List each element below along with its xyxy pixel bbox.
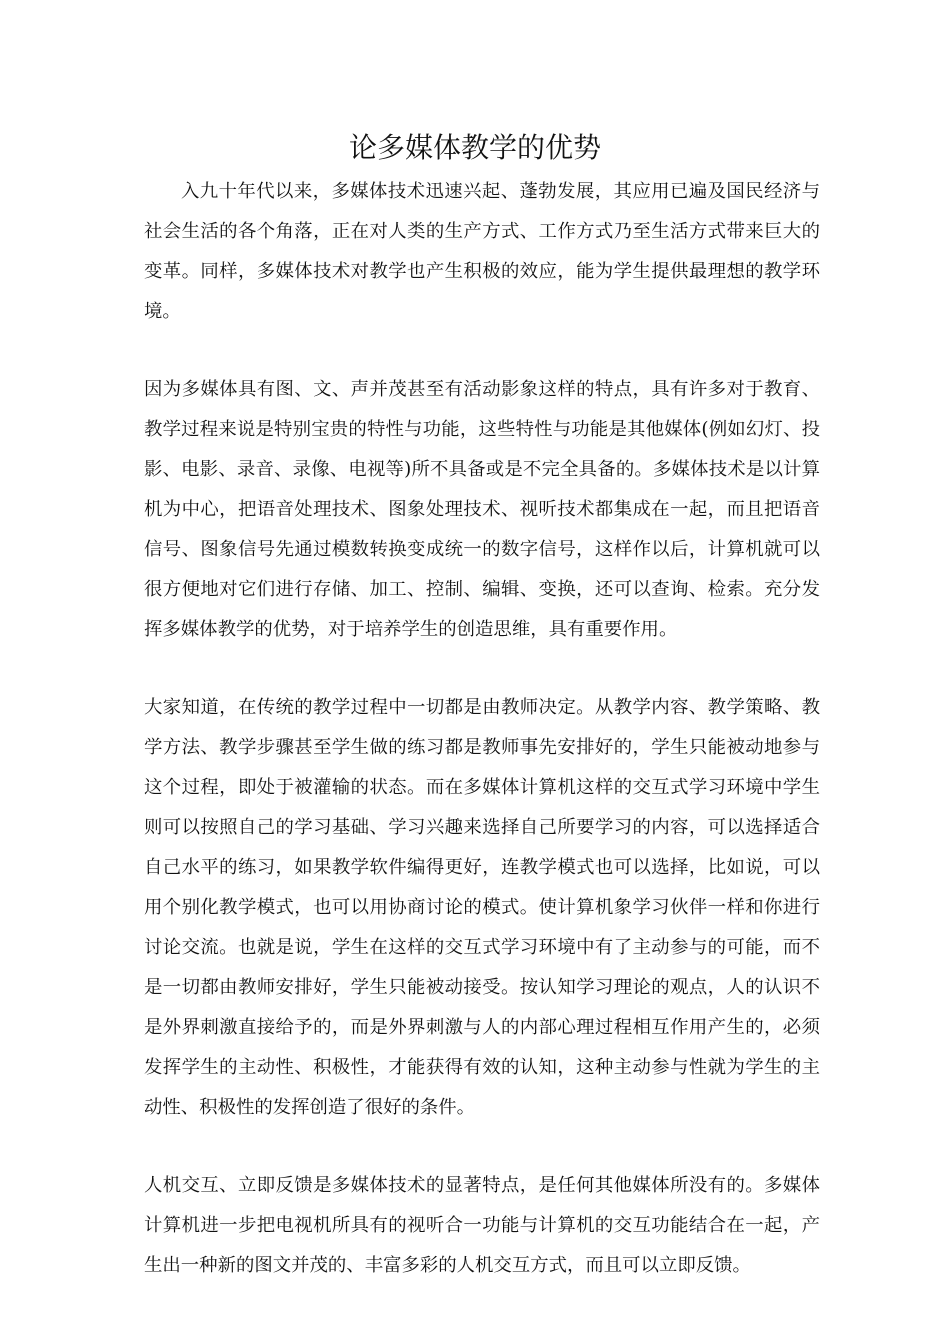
paragraph-intro: 入九十年代以来，多媒体技术迅速兴起、蓬勃发展，其应用已遍及国民经济与社会生活的各个角落，正在对人类的生产方式、工作方式乃至生活方式带来巨大的变革。同样，多媒体技术对教学也产生积极的效应，能为学生提供最理想的教学环境。 bbox=[144, 181, 820, 322]
paragraph-gap bbox=[144, 1128, 820, 1166]
paragraph-gap bbox=[144, 332, 820, 370]
paragraph-human-computer-interaction: 人机交互、立即反馈是多媒体技术的显著特点，是任何其他媒体所没有的。多媒体计算机进一步把电视机所具有的视听合一功能与计算机的交互功能结合在一起，产生出一种新的图文并茂的、丰富多彩的人机交互方式，而且可以立即反馈。 bbox=[144, 1175, 820, 1276]
paragraph-multimedia-features: 因为多媒体具有图、文、声并茂甚至有活动影象这样的特点，具有许多对于教育、教学过程来说是特别宝贵的特性与功能，这些特性与功能是其他媒体(例如幻灯、投影、电影、录音、录像、电视等)所不具备或是不完全具备的。多媒体技术是以计算机为中心，把语音处理技术、图象处理技术、视听技术都集成在一起，而且把语音信号、图象信号先通过模数转换变成统一的数字信号，这样作以后，计算机就可以很方便地对它们进行存储、加工、控制、编辑、变换，还可以查询、检索。充分发挥多媒体教学的优势，对于培养学生的创造思维，具有重要作用。 bbox=[144, 379, 820, 640]
paragraph-interactive-learning: 大家知道，在传统的教学过程中一切都是由教师决定。从教学内容、教学策略、教学方法、教学步骤甚至学生做的练习都是教师事先安排好的，学生只能被动地参与这个过程，即处于被灌输的状态。而在多媒体计算机这样的交互式学习环境中学生则可以按照自己的学习基础、学习兴趣来选择自己所要学习的内容，可以选择适合自己水平的练习，如果教学软件编得更好，连教学模式也可以选择，比如说，可以用个别化教学模式，也可以用协商讨论的模式。使计算机象学习伙伴一样和你进行讨论交流。也就是说，学生在这样的交互式学习环境中有了主动参与的可能，而不是一切都由教师安排好，学生只能被动接受。按认知学习理论的观点，人的认识不是外界刺激直接给予的，而是外界刺激与人的内部心理过程相互作用产生的，必须发挥学生的主动性、积极性，才能获得有效的认知，这种主动参与性就为学生的主动性、积极性的发挥创造了很好的条件。 bbox=[144, 697, 820, 1118]
paragraph-gap bbox=[144, 650, 820, 688]
document-title: 论多媒体教学的优势 bbox=[348, 131, 601, 164]
document-body bbox=[144, 172, 820, 1286]
